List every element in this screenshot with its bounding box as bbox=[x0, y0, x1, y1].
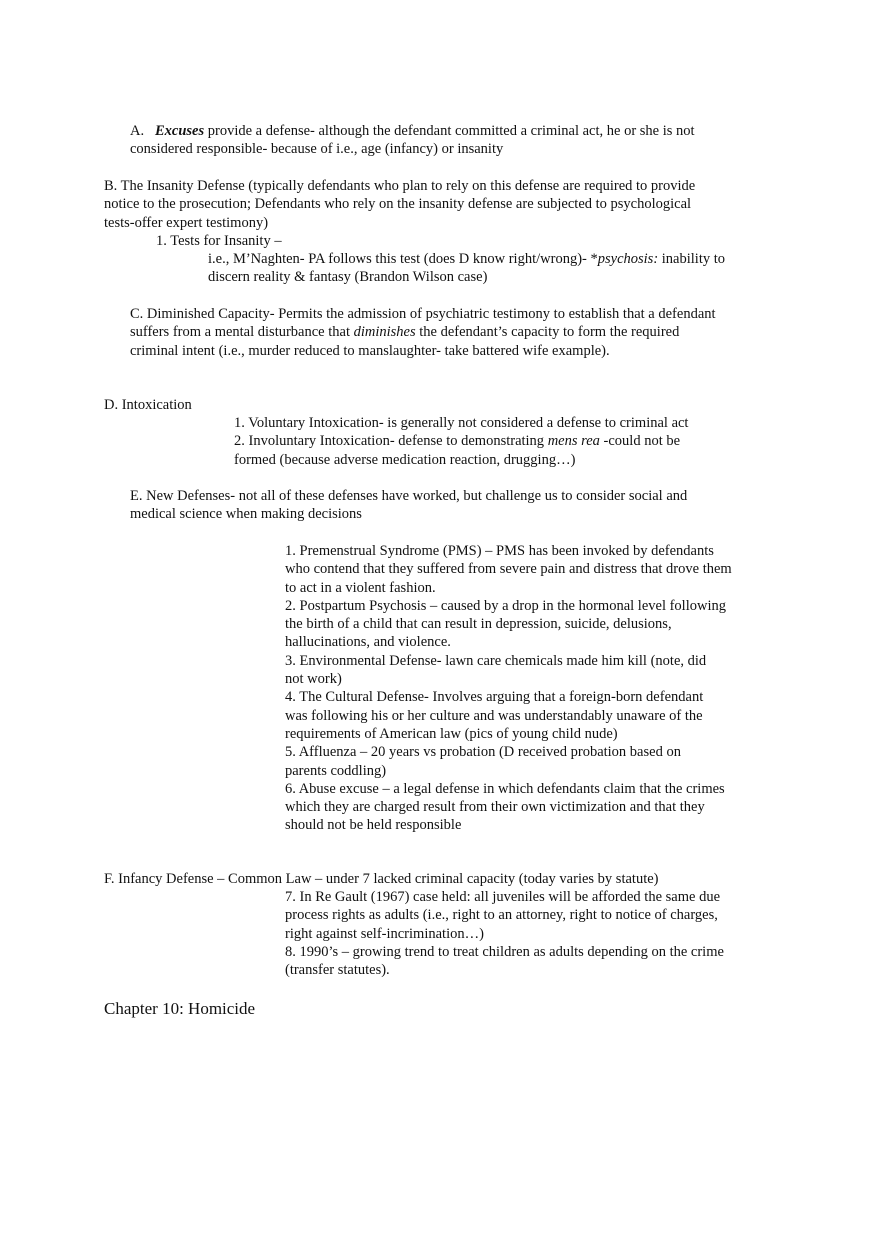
section-e bbox=[130, 487, 687, 524]
section-d-heading bbox=[104, 396, 192, 414]
list-item: to act in a violent fashion. bbox=[285, 579, 436, 596]
list-item: 7. In Re Gault (1967) case held: all juveniles will be afforded the same due bbox=[285, 889, 720, 905]
section-d-list bbox=[234, 414, 688, 469]
list-item: hallucinations, and violence. bbox=[285, 634, 451, 651]
list-item: should not be held responsible bbox=[285, 817, 462, 834]
section-e-line-1: E. New Defenses- not all of these defenses have worked, but challenge us to consider social and bbox=[130, 488, 688, 504]
list-item: right against self-incrimination…) bbox=[285, 925, 484, 942]
list-item: the birth of a child that can result in depression, suicide, delusions, bbox=[285, 616, 672, 633]
tests-detail bbox=[208, 250, 725, 287]
section-d-heading-text: D. Intoxication bbox=[104, 397, 192, 413]
section-b bbox=[104, 177, 695, 232]
psychosis-term: psychosis: bbox=[597, 251, 659, 267]
section-a-line-2: considered responsible- because of i.e., age (infancy) or insanity bbox=[130, 141, 504, 158]
mens-rea-term: mens rea bbox=[547, 433, 600, 450]
section-d-item-1: 1. Voluntary Intoxication- is generally not considered a defense to criminal act bbox=[234, 415, 689, 431]
section-c-line-2 bbox=[130, 323, 716, 341]
section-b-line-3: tests-offer expert testimony) bbox=[104, 214, 269, 231]
list-item: 4. The Cultural Defense- Involves arguing that a foreign-born defendant bbox=[285, 689, 704, 706]
section-d-item-2-post: -could not be bbox=[599, 433, 681, 450]
tests-heading bbox=[156, 232, 282, 250]
section-a-line-1 bbox=[130, 122, 695, 140]
list-item: 6. Abuse excuse – a legal defense in which defendants claim that the crimes bbox=[285, 780, 725, 797]
list-item: not work) bbox=[285, 671, 342, 688]
chapter-heading bbox=[104, 998, 255, 1019]
list-item: parents coddling) bbox=[285, 762, 387, 779]
section-a-text-1: provide a defense- although the defendant committed a criminal act, he or she is not bbox=[204, 123, 695, 139]
list-item: process rights as adults (i.e., right to an attorney, right to notice of charges, bbox=[285, 907, 718, 924]
section-c bbox=[130, 305, 716, 360]
list-item: 5. Affluenza – 20 years vs probation (D received probation based on bbox=[285, 744, 681, 761]
section-a-marker: A. bbox=[130, 123, 145, 139]
section-b-line-2: notice to the prosecution; Defendants who rely on the insanity defense are subjected to psychological bbox=[104, 196, 692, 213]
excuses-keyword: Excuses bbox=[154, 123, 205, 139]
list-item: which they are charged result from their own victimization and that they bbox=[285, 799, 705, 816]
tests-detail-post: inability to bbox=[658, 251, 726, 267]
list-item: who contend that they suffered from severe pain and distress that drove them bbox=[285, 561, 732, 578]
section-e-line-2: medical science when making decisions bbox=[130, 506, 362, 523]
section-f-heading-text: F. Infancy Defense – Common Law – under 7 lacked criminal capacity (today varies by statute) bbox=[104, 871, 659, 887]
section-d-item-2 bbox=[234, 432, 688, 450]
list-item: requirements of American law (pics of young child nude) bbox=[285, 725, 618, 742]
section-c-line-2-pre: suffers from a mental disturbance that bbox=[130, 324, 354, 341]
list-item: 3. Environmental Defense- lawn care chemicals made him kill (note, did bbox=[285, 652, 707, 669]
section-d-item-2-pre: 2. Involuntary Intoxication- defense to demonstrating bbox=[234, 433, 548, 450]
section-d-item-2-line-2: formed (because adverse medication reaction, drugging…) bbox=[234, 451, 576, 468]
tests-detail-line-2: discern reality & fantasy (Brandon Wilson case) bbox=[208, 269, 488, 286]
tests-heading-text: 1. Tests for Insanity – bbox=[156, 233, 282, 249]
list-item: 2. Postpartum Psychosis – caused by a drop in the hormonal level following bbox=[285, 597, 726, 614]
section-b-line-1: B. The Insanity Defense (typically defendants who plan to rely on this defense are required to provide bbox=[104, 178, 696, 194]
section-a bbox=[130, 122, 695, 159]
list-item: (transfer statutes). bbox=[285, 962, 390, 979]
chapter-title: Chapter 10: Homicide bbox=[104, 999, 256, 1018]
list-item: 8. 1990’s – growing trend to treat children as adults depending on the crime bbox=[285, 943, 724, 960]
section-c-line-2-post: the defendant’s capacity to form the required bbox=[415, 324, 680, 341]
diminishes-term: diminishes bbox=[353, 324, 416, 341]
tests-detail-pre: i.e., M’Naghten- PA follows this test (does D know right/wrong)- * bbox=[208, 251, 598, 267]
section-c-line-3: criminal intent (i.e., murder reduced to manslaughter- take battered wife example). bbox=[130, 342, 610, 359]
tests-detail-line-1 bbox=[208, 250, 725, 268]
section-f-list bbox=[285, 888, 724, 979]
section-c-line-1: C. Diminished Capacity- Permits the admission of psychiatric testimony to establish that a defendant bbox=[130, 306, 716, 322]
section-f-heading bbox=[104, 870, 658, 888]
section-e-list bbox=[285, 542, 732, 835]
list-item: 1. Premenstrual Syndrome (PMS) – PMS has been invoked by defendants bbox=[285, 543, 714, 559]
list-item: was following his or her culture and was understandably unaware of the bbox=[285, 707, 703, 724]
